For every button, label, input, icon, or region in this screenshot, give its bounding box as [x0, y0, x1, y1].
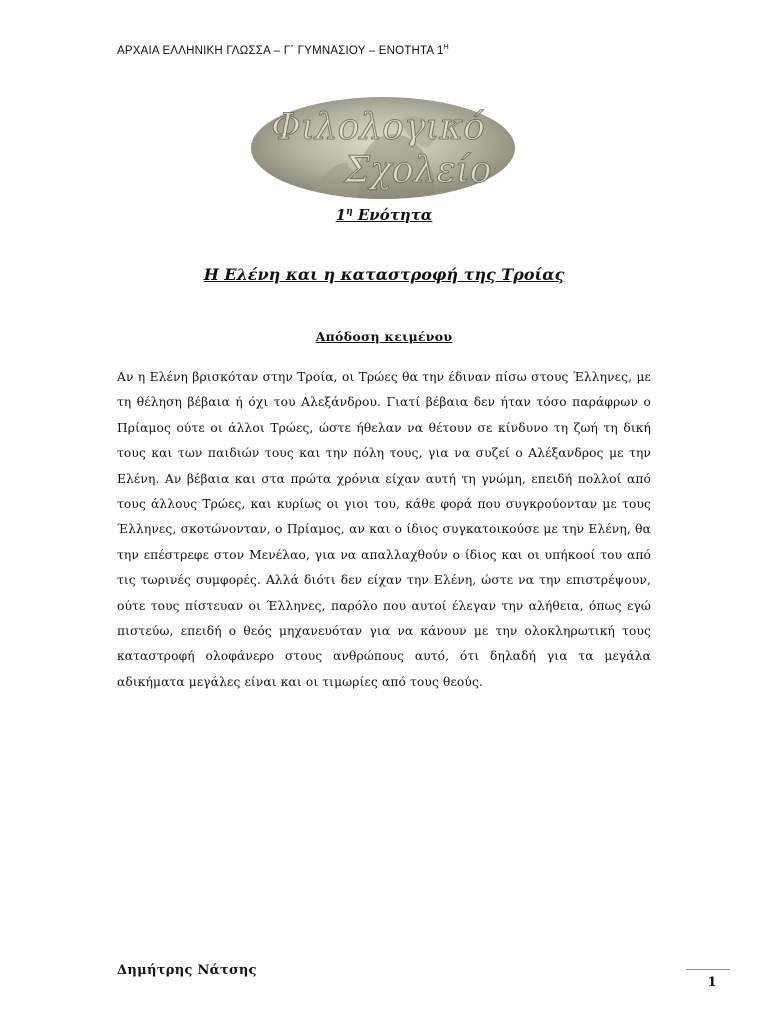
running-header-sup: Η [443, 44, 449, 51]
unit-number: 1 [335, 206, 347, 224]
unit-number-sup: η [346, 207, 353, 217]
page-number-rule [686, 969, 730, 970]
translation-paragraph: Αν η Ελένη βρισκόταν στην Τροία, οι Τρώες θα την έδιναν πίσω στους Έλληνες, με τη θέληση βέβαια ή όχι του Αλεξάνδρου. Γιατί βέβαια δεν ήταν τόσο παράφρων ο Πρίαμος ούτε οι άλλοι Τρώες, ώστε ήθελαν να θέτουν σε κίνδυνο τη ζωή τη δική τους και των παιδιών τους και την πόλη τους, για να συζεί ο Αλέξανδρος με την Ελένη. Αν βέβαια και στα πρώτα χρόνια είχαν αυτή τη γνώμη, επειδή πολλοί από τους άλλους Τρώες, και κυρίως οι γιοι του, κάθε φορά που συγκρούονταν με τους Έλληνες, σκοτώνονταν, ο Πρίαμος, αν και ο ίδιος συγκατοικούσε με την Ελένη, θα την επέστρεφε στον Μενέλαο, για να απαλλαχθούν ο ίδιος και οι υπήκοοί του από τις τωρινές συμφορές. Αλλά διότι δεν είχαν την Ελένη, ώστε να την επιστρέψουν, ούτε τους πίστευαν οι Έλληνες, παρόλο που αυτοί έλεγαν την αλήθεια, όπως εγώ πιστεύω, επειδή ο θεός μηχανευόταν για να κάνουν με την ολοκληρωτική τους καταστροφή ολοφάνερο στους ανθρώπους αυτό, ότι δηλαδή για τα μεγάλα αδικήματα μεγάλες είναι και οι τιμωρίες από τους θεούς. [117, 370, 651, 689]
unit-title [0, 206, 768, 224]
unit-label: Ενότητα [352, 206, 433, 224]
philologiko-scholeio-logo [250, 96, 516, 200]
running-header [117, 44, 449, 57]
logo-line1: Φιλολογικό [271, 107, 485, 148]
page-number: 1 [707, 975, 717, 990]
page-title: Η Ελένη και η καταστροφή της Τροίας [203, 265, 565, 284]
section-heading: Απόδοση κειμένου [315, 329, 453, 344]
logo-line2: Σχολείο [344, 150, 492, 191]
running-header-text: ΑΡΧΑΙΑ ΕΛΛΗΝΙΚΗ ΓΛΩΣΣΑ – Γ΄ ΓΥΜΝΑΣΙΟΥ – ΕΝΟΤΗΤΑ 1 [117, 44, 444, 57]
author-name: Δημήτρης Νάτσης [117, 963, 257, 978]
